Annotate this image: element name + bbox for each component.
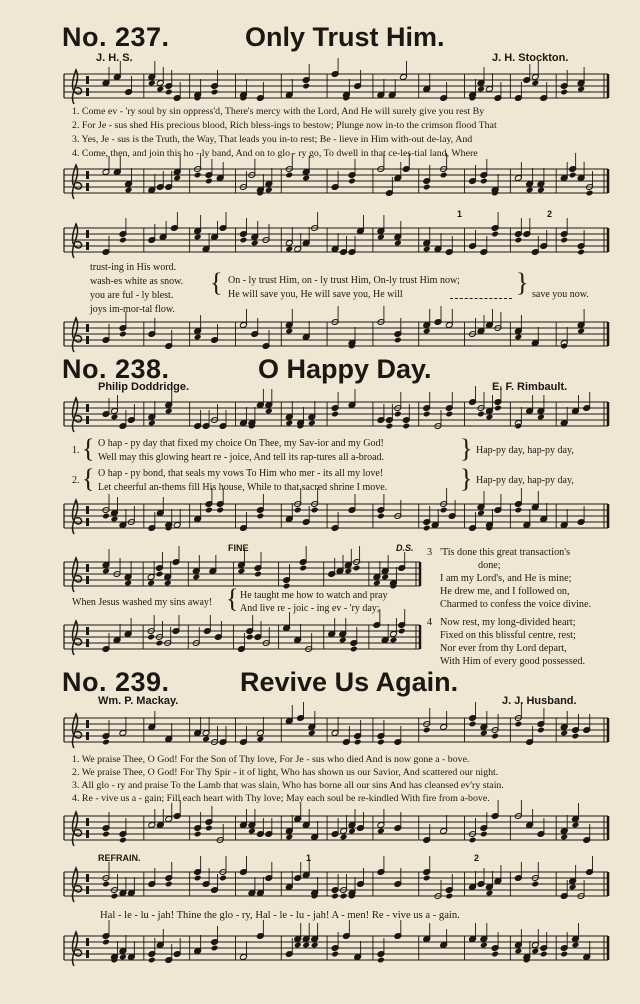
hymn-239-title: Revive Us Again. (240, 667, 459, 697)
hymn-238-verse-3-line-5: Charmed to confess the voice divine. (440, 599, 592, 610)
hymn-238-verse-1-brace-right: } (460, 434, 473, 463)
hymn-239-refrain-line: Hal - le - lu - jah! Thine the glo - ry, Hal - le - lu - jah! A - men! Re - vive us a - gain. (100, 910, 460, 921)
hymn-238-chorus-brace: { (226, 584, 239, 613)
refrain-brace-right: } (516, 268, 529, 297)
hymn-238-chorus-line-2: And live re - joic - ing ev - 'ry day; (240, 603, 380, 614)
hymn-238-verse-3-line-2: done; (478, 560, 501, 571)
hymn-239-verse-4: 4. Re - vive us a - gain; Fill each heart with Thy love; May each soul be re-kindled With fire from a-bove. (72, 793, 490, 804)
hymn-238-verse-1-brace: { (82, 434, 95, 463)
hymn-237-treble-staff-2 (64, 222, 608, 260)
hymn-237-refrain-line-2: He will save you, He will save you, He will (228, 289, 403, 300)
hymn-237-verse-3: 3. Yes, Je - sus is the Truth, the Way, That leads you in-to rest; Be - lieve in Him with-out de-lay, And (72, 134, 473, 145)
hymn-237-verse-1: 1. Come ev - 'ry soul by sin oppress'd, There's mercy with the Lord, And He will surely give you rest By (72, 106, 485, 117)
hymn-239-ending-2: 2 (474, 853, 480, 863)
hymn-239-refrain-label: REFRAIN. (98, 853, 141, 863)
hymn-237-music-by: J. H. Stockton. (492, 52, 569, 64)
hymn-238-verse-1-num: 1. (72, 445, 80, 456)
hymn-238-verse-4-num: 4 (427, 617, 433, 628)
hymn-239-treble-staff-1 (64, 712, 608, 750)
hymn-239-bass-staff-2 (64, 930, 608, 968)
hymn-239-bass-staff-1 (64, 810, 608, 848)
hymn-239-treble-staff-2 (64, 866, 608, 904)
hymn-238-verse-2-num: 2. (72, 475, 80, 486)
hymn-238-verse-4-line-4: With Him of every good possessed. (440, 656, 586, 667)
hymn-238-treble-staff-2 (64, 556, 420, 594)
hymn-238-number: No. 238. (62, 354, 170, 384)
hymn-237-ending-line-4: joys im-mor-tal flow. (90, 304, 175, 315)
hymn-238-refrain-start-2: Hap-py day, hap-py day, (476, 475, 574, 486)
hymn-238-bass-staff-2 (64, 619, 420, 657)
hymn-238-fine-mark: FINE (228, 543, 249, 553)
hymn-239-ending-1: 1 (306, 853, 312, 863)
hymn-237-ending-line-3: you are ful - ly blest. (90, 290, 174, 301)
hymn-238-words-by: Philip Doddridge. (98, 381, 190, 393)
hymn-237-verse-4: 4. Come, then, and join this ho - ly band, And on to glo - ry go, To dwell in that ce-les-tial land, Where (72, 148, 478, 159)
hymn-238-verse-4-line-1: Now rest, my long-divided heart; (440, 617, 576, 628)
hymn-238-refrain-start-1: Hap-py day, hap-py day, (476, 445, 574, 456)
hymn-237-number: No. 237. (62, 22, 170, 52)
hymn-239-verse-3: 3. All glo - ry and praise To the Lamb that was slain, Who has borne all our sins And has cleansed ev'ry stain. (72, 780, 504, 791)
hymn-239-verse-2: 2. We praise Thee, O God! For Thy Spir - it of light, Who has shown us our Savior, And scattered our night. (72, 767, 499, 778)
hymn-237-verse-2: 2. For Je - sus shed His precious blood, Rich bless-ings to bestow; Plunge now in-to the crimson flood That (72, 120, 497, 131)
hymn-237-ending-line-1: trust-ing in His word. (90, 262, 177, 273)
hymn-238-verse-3-num: 3 (427, 547, 433, 558)
hymn-238-verse-3-line-4: He drew me, and I followed on, (440, 586, 570, 597)
hymn-237-words-by: J. H. S. (96, 52, 133, 64)
hymn-237-bass-staff-1 (64, 163, 608, 201)
refrain-dashes (450, 289, 512, 299)
hymn-237-title: Only Trust Him. (245, 22, 445, 52)
hymn-239-verse-1: 1. We praise Thee, O God! For the Son of Thy love, For Je - sus who died And is now gone a - bove. (72, 754, 470, 765)
hymn-237-refrain-line-1: On - ly trust Him, on - ly trust Him, On-ly trust Him now; (228, 275, 460, 286)
hymn-237-treble-staff-1 (64, 68, 608, 106)
hymn-238-verse-3-line-3: I am my Lord's, and He is mine; (440, 573, 572, 584)
hymn-238-chorus-line: When Jesus washed my sins away! (72, 597, 213, 608)
hymn-238-verse-2-brace: { (82, 464, 95, 493)
hymn-238-verse-3-line-1: 'Tis done this great transaction's (440, 547, 571, 558)
hymn-238-verse-2-line-2: Let cheerful an-thems fill His house, While to that sacred shrine I move. (98, 482, 388, 493)
hymn-238-title: O Happy Day. (258, 354, 432, 384)
hymn-239-words-by: Wm. P. Mackay. (98, 695, 179, 707)
hymn-238-music-by: E. F. Rimbault. (492, 381, 568, 393)
hymn-238-verse-2-line-1: O hap - py bond, that seals my vows To Him who mer - its all my love! (98, 468, 384, 479)
hymn-238-bass-staff-1 (64, 498, 608, 536)
hymn-238-verse-4-line-2: Fixed on this blissful centre, rest; (440, 630, 576, 641)
hymn-238-verse-4-line-3: Nor ever from thy Lord depart, (440, 643, 567, 654)
hymn-238-chorus-line-1: He taught me how to watch and pray (240, 590, 388, 601)
hymn-237-refrain-end: save you now. (532, 289, 589, 300)
hymn-237-ending-line-2: wash-es white as snow. (90, 276, 184, 287)
hymn-238-verse-1-line-2: Well may this glowing heart re - joice, And tell its rap-tures all a-broad. (98, 452, 385, 463)
refrain-brace-left: { (210, 268, 223, 297)
hymn-239-music-by: J. J. Husband. (502, 695, 577, 707)
hymn-238-verse-1-line-1: O hap - py day that fixed my choice On Thee, my Sav-ior and my God! (98, 438, 384, 449)
hymn-238-verse-2-brace-right: } (460, 464, 473, 493)
hymn-237-bass-staff-2 (64, 316, 608, 354)
hymn-237-ending-1: 1 (457, 209, 463, 219)
hymn-238-ds-mark: D.S. (396, 543, 414, 553)
hymn-238-treble-staff-1 (64, 396, 608, 434)
hymn-239-number: No. 239. (62, 667, 170, 697)
hymn-237-ending-2: 2 (547, 209, 553, 219)
